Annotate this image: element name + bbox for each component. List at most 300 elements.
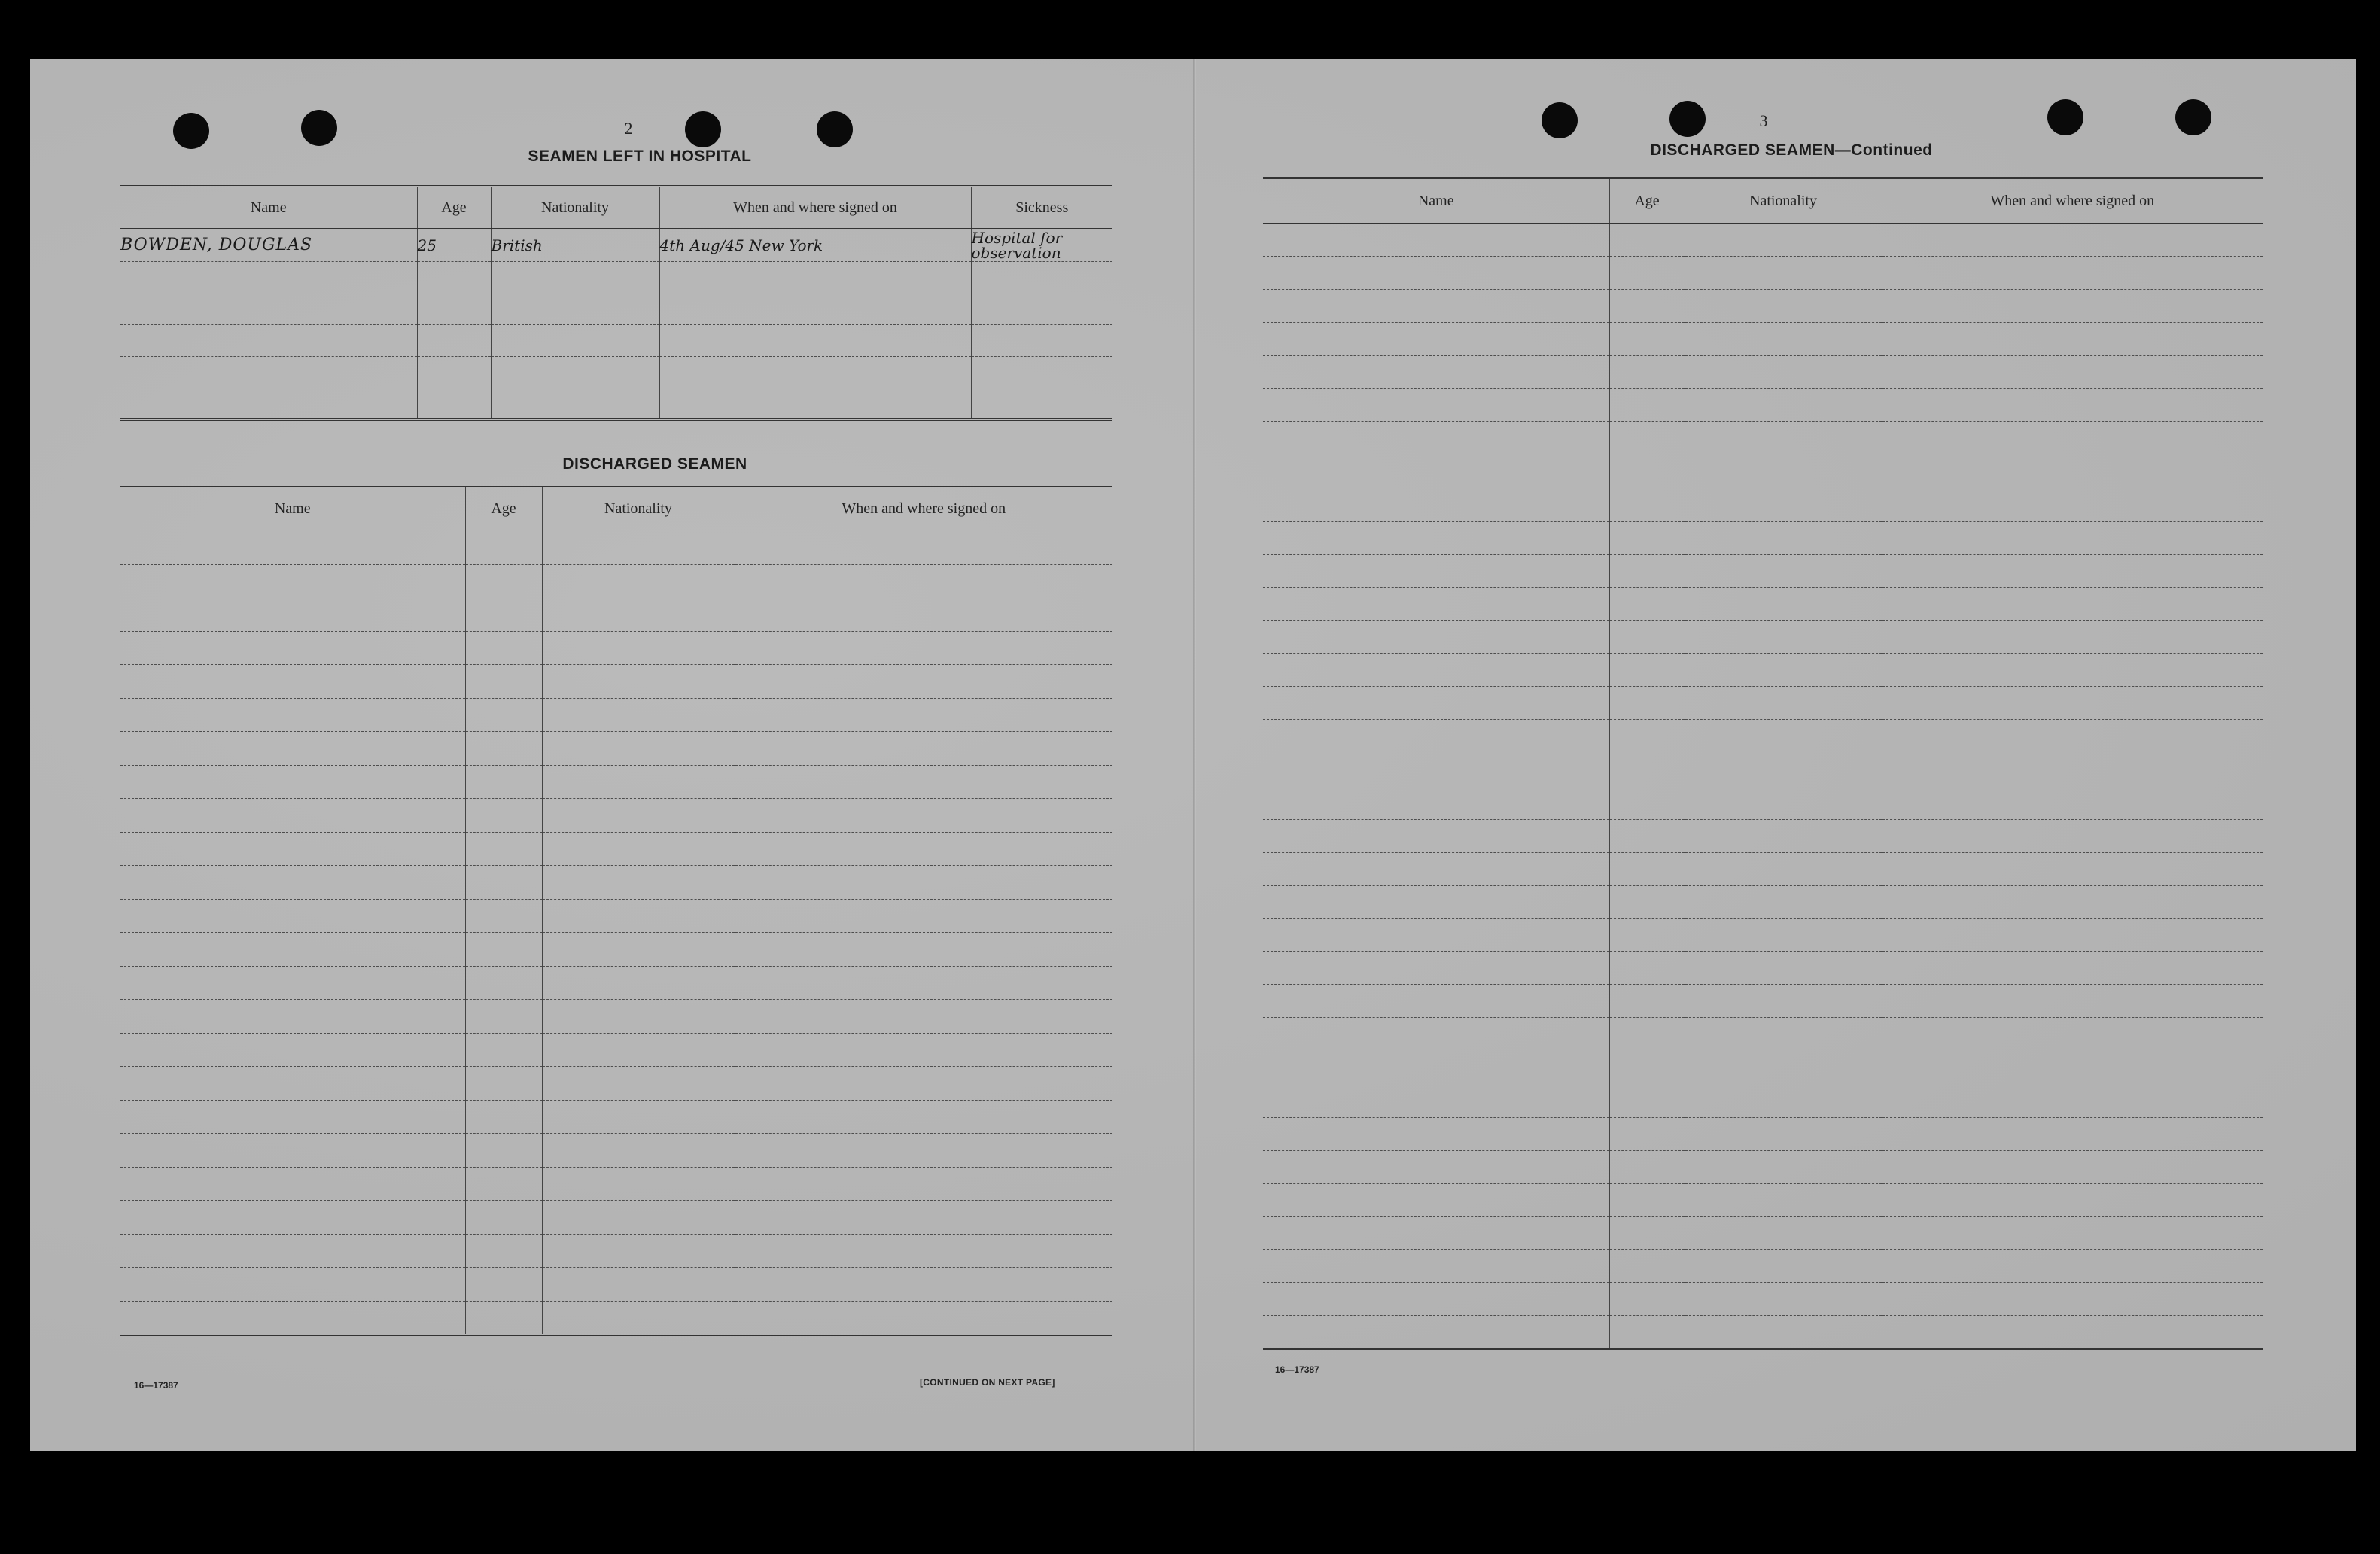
table-cell bbox=[735, 1100, 1112, 1134]
table-cell bbox=[120, 1033, 465, 1067]
signed-on-cell bbox=[659, 262, 971, 293]
table-cell bbox=[1685, 1217, 1882, 1250]
table-cell bbox=[542, 1201, 735, 1235]
table-cell bbox=[1609, 356, 1685, 389]
table-cell bbox=[1609, 488, 1685, 522]
table-cell bbox=[542, 1301, 735, 1335]
table-cell bbox=[120, 1201, 465, 1235]
table-cell bbox=[1882, 455, 2263, 488]
table-cell bbox=[1263, 1250, 1609, 1283]
table-cell bbox=[735, 966, 1112, 1000]
table-cell bbox=[542, 598, 735, 632]
table-cell bbox=[735, 732, 1112, 766]
table-cell bbox=[1263, 853, 1609, 886]
table-cell bbox=[1263, 1051, 1609, 1084]
table-row bbox=[120, 1234, 1112, 1268]
table-cell bbox=[542, 933, 735, 967]
table-cell bbox=[1609, 1316, 1685, 1349]
table-row bbox=[1263, 753, 2263, 786]
age-cell bbox=[417, 325, 491, 357]
table-cell bbox=[120, 1134, 465, 1168]
sickness-cell bbox=[971, 325, 1112, 357]
table-cell bbox=[1882, 1051, 2263, 1084]
table-cell bbox=[1609, 1283, 1685, 1316]
table-row bbox=[120, 1067, 1112, 1101]
table-cell bbox=[1882, 522, 2263, 555]
table-cell bbox=[1685, 1084, 1882, 1118]
table-cell bbox=[1882, 919, 2263, 952]
table-row bbox=[120, 564, 1112, 598]
table-cell bbox=[1882, 1316, 2263, 1349]
table-row bbox=[120, 531, 1112, 565]
table-cell bbox=[1609, 555, 1685, 588]
table-cell bbox=[1263, 1217, 1609, 1250]
table-cell bbox=[120, 631, 465, 665]
nationality-cell bbox=[491, 293, 659, 325]
table-row bbox=[120, 388, 1112, 420]
table-cell bbox=[1882, 1283, 2263, 1316]
table-row bbox=[120, 1000, 1112, 1034]
hospital-table bbox=[120, 185, 1112, 421]
table-cell bbox=[542, 1100, 735, 1134]
table-cell bbox=[1263, 654, 1609, 687]
table-cell bbox=[1685, 1250, 1882, 1283]
age-cell bbox=[417, 388, 491, 420]
table-row bbox=[1263, 720, 2263, 753]
table-cell bbox=[1685, 422, 1882, 455]
table-cell bbox=[1685, 522, 1882, 555]
table-cell bbox=[1685, 323, 1882, 356]
table-cell bbox=[1609, 422, 1685, 455]
table-cell bbox=[1882, 555, 2263, 588]
table-cell bbox=[465, 1067, 542, 1101]
table-row bbox=[120, 799, 1112, 833]
table-cell bbox=[1263, 1118, 1609, 1151]
col-header-signed-on: When and where signed on bbox=[1882, 178, 2263, 224]
col-header-nationality: Nationality bbox=[491, 187, 659, 229]
table-cell bbox=[465, 631, 542, 665]
table-cell bbox=[1685, 290, 1882, 323]
table-cell bbox=[735, 832, 1112, 866]
discharged-continued-title: DISCHARGED SEAMEN—Continued bbox=[1650, 141, 1933, 159]
table-cell bbox=[1263, 555, 1609, 588]
table-row bbox=[120, 765, 1112, 799]
table-row bbox=[120, 665, 1112, 699]
punch-hole bbox=[2047, 99, 2083, 135]
table-row bbox=[1263, 555, 2263, 588]
table-cell bbox=[1882, 1184, 2263, 1217]
table-cell bbox=[735, 1033, 1112, 1067]
col-header-nationality: Nationality bbox=[542, 486, 735, 531]
table-cell bbox=[542, 698, 735, 732]
table-cell bbox=[1609, 786, 1685, 820]
table-cell bbox=[1685, 1316, 1882, 1349]
table-row bbox=[120, 1134, 1112, 1168]
signed-on-cell bbox=[659, 325, 971, 357]
table-cell bbox=[465, 665, 542, 699]
table-cell bbox=[542, 1134, 735, 1168]
table-cell bbox=[1685, 588, 1882, 621]
table-row bbox=[1263, 257, 2263, 290]
page-fold bbox=[1193, 59, 1196, 1451]
table-cell bbox=[1609, 1217, 1685, 1250]
table-cell bbox=[120, 1100, 465, 1134]
table-cell bbox=[1685, 1118, 1882, 1151]
table-cell bbox=[1685, 224, 1882, 257]
table-cell bbox=[1609, 1250, 1685, 1283]
table-cell bbox=[1263, 422, 1609, 455]
table-row bbox=[120, 866, 1112, 900]
table-cell bbox=[1609, 853, 1685, 886]
table-row bbox=[1263, 1250, 2263, 1283]
sickness-cell bbox=[971, 357, 1112, 388]
table-cell bbox=[1263, 1316, 1609, 1349]
table-cell bbox=[1882, 654, 2263, 687]
signed-on-cell bbox=[659, 357, 971, 388]
table-cell bbox=[1263, 522, 1609, 555]
table-cell bbox=[1609, 654, 1685, 687]
table-cell bbox=[542, 1067, 735, 1101]
table-cell bbox=[1685, 853, 1882, 886]
table-cell bbox=[1263, 753, 1609, 786]
table-cell bbox=[1685, 1051, 1882, 1084]
table-cell bbox=[735, 1301, 1112, 1335]
table-cell bbox=[1685, 654, 1882, 687]
table-cell bbox=[1263, 687, 1609, 720]
table-cell bbox=[465, 564, 542, 598]
table-cell bbox=[465, 1201, 542, 1235]
table-cell bbox=[120, 832, 465, 866]
age-cell bbox=[417, 262, 491, 293]
punch-hole bbox=[817, 111, 853, 147]
table-cell bbox=[1609, 455, 1685, 488]
table-row bbox=[1263, 522, 2263, 555]
signed-on-cell bbox=[659, 388, 971, 420]
table-cell bbox=[735, 1000, 1112, 1034]
table-cell bbox=[735, 665, 1112, 699]
table-row bbox=[1263, 290, 2263, 323]
table-cell bbox=[1263, 323, 1609, 356]
table-cell bbox=[1685, 985, 1882, 1018]
table-cell bbox=[1685, 952, 1882, 985]
table-cell bbox=[465, 832, 542, 866]
table-cell bbox=[1609, 1184, 1685, 1217]
table-cell bbox=[735, 799, 1112, 833]
nationality-cell bbox=[491, 262, 659, 293]
col-header-name: Name bbox=[1263, 178, 1609, 224]
table-cell bbox=[1882, 853, 2263, 886]
table-cell bbox=[465, 732, 542, 766]
col-header-age: Age bbox=[465, 486, 542, 531]
table-cell bbox=[1685, 1151, 1882, 1184]
table-cell bbox=[1882, 224, 2263, 257]
name-cell bbox=[120, 293, 417, 325]
table-cell bbox=[1685, 687, 1882, 720]
table-row bbox=[1263, 1084, 2263, 1118]
table-cell bbox=[1263, 786, 1609, 820]
table-cell bbox=[1609, 886, 1685, 919]
age-cell bbox=[417, 357, 491, 388]
table-cell bbox=[465, 1100, 542, 1134]
name-cell bbox=[120, 388, 417, 420]
nationality-cell bbox=[491, 325, 659, 357]
table-cell bbox=[1882, 886, 2263, 919]
table-cell bbox=[1685, 1018, 1882, 1051]
table-cell bbox=[542, 899, 735, 933]
table-cell bbox=[735, 866, 1112, 900]
table-cell bbox=[1685, 820, 1882, 853]
table-cell bbox=[1609, 1018, 1685, 1051]
table-cell bbox=[542, 665, 735, 699]
table-cell bbox=[120, 564, 465, 598]
table-cell bbox=[120, 531, 465, 565]
table-cell bbox=[1882, 389, 2263, 422]
table-cell bbox=[120, 799, 465, 833]
table-cell bbox=[465, 598, 542, 632]
table-row bbox=[1263, 985, 2263, 1018]
form-number: 16—17387 bbox=[134, 1380, 178, 1391]
table-cell bbox=[1609, 1051, 1685, 1084]
table-row bbox=[120, 1100, 1112, 1134]
table-cell bbox=[542, 1000, 735, 1034]
table-cell bbox=[1263, 224, 1609, 257]
table-cell bbox=[120, 1000, 465, 1034]
table-cell bbox=[120, 765, 465, 799]
table-cell bbox=[1609, 1118, 1685, 1151]
table-row bbox=[1263, 455, 2263, 488]
table-cell bbox=[1263, 1084, 1609, 1118]
table-cell bbox=[1685, 621, 1882, 654]
table-row bbox=[120, 933, 1112, 967]
table-row bbox=[120, 832, 1112, 866]
table-cell bbox=[465, 933, 542, 967]
table-cell bbox=[1609, 389, 1685, 422]
table-cell bbox=[465, 966, 542, 1000]
table-cell bbox=[120, 665, 465, 699]
table-cell bbox=[120, 1234, 465, 1268]
table-row bbox=[1263, 224, 2263, 257]
table-row bbox=[1263, 1316, 2263, 1349]
col-header-age: Age bbox=[1609, 178, 1685, 224]
table-cell bbox=[1263, 257, 1609, 290]
table-cell bbox=[542, 1167, 735, 1201]
sickness-cell bbox=[971, 293, 1112, 325]
form-number: 16—17387 bbox=[1275, 1364, 1319, 1375]
table-row bbox=[1263, 389, 2263, 422]
table-row bbox=[120, 325, 1112, 357]
table-cell bbox=[120, 1067, 465, 1101]
table-cell bbox=[1263, 1283, 1609, 1316]
table-cell bbox=[542, 631, 735, 665]
table-cell bbox=[1882, 687, 2263, 720]
table-cell bbox=[1609, 952, 1685, 985]
hospital-section-title: SEAMEN LEFT IN HOSPITAL bbox=[528, 147, 752, 165]
table-cell bbox=[1882, 621, 2263, 654]
table-row bbox=[120, 357, 1112, 388]
table-cell bbox=[465, 698, 542, 732]
table-cell bbox=[1609, 919, 1685, 952]
table-cell bbox=[1685, 786, 1882, 820]
punch-hole bbox=[301, 110, 337, 146]
table-cell bbox=[120, 933, 465, 967]
table-row bbox=[120, 899, 1112, 933]
table-cell bbox=[735, 598, 1112, 632]
table-cell bbox=[120, 1167, 465, 1201]
table-cell bbox=[1263, 290, 1609, 323]
table-row bbox=[120, 1033, 1112, 1067]
table-cell bbox=[1685, 257, 1882, 290]
table-row bbox=[120, 1201, 1112, 1235]
table-cell bbox=[1263, 588, 1609, 621]
table-cell bbox=[735, 1067, 1112, 1101]
table-cell bbox=[542, 799, 735, 833]
table-cell bbox=[120, 899, 465, 933]
table-row bbox=[120, 698, 1112, 732]
table-cell bbox=[542, 966, 735, 1000]
discharged-table-left bbox=[120, 485, 1112, 1336]
name-cell bbox=[120, 325, 417, 357]
table-cell bbox=[1609, 588, 1685, 621]
table-cell bbox=[1609, 720, 1685, 753]
table-cell bbox=[1882, 1018, 2263, 1051]
table-cell bbox=[465, 1134, 542, 1168]
table-cell bbox=[1263, 985, 1609, 1018]
table-cell bbox=[1263, 455, 1609, 488]
table-row bbox=[120, 631, 1112, 665]
table-cell bbox=[120, 698, 465, 732]
discharged-left-body bbox=[120, 531, 1112, 1335]
table-cell bbox=[1685, 555, 1882, 588]
table-cell bbox=[120, 598, 465, 632]
punch-hole bbox=[685, 111, 721, 147]
col-header-signed-on: When and where signed on bbox=[659, 187, 971, 229]
table-cell bbox=[1685, 1283, 1882, 1316]
table-cell bbox=[542, 1234, 735, 1268]
seaman-sickness: Hospital for observation bbox=[971, 229, 1112, 262]
seaman-name: BOWDEN, DOUGLAS bbox=[120, 229, 417, 262]
seaman-age: 25 bbox=[417, 229, 491, 262]
table-cell bbox=[1685, 919, 1882, 952]
table-row bbox=[1263, 323, 2263, 356]
signed-on-cell bbox=[659, 293, 971, 325]
table-cell bbox=[1609, 985, 1685, 1018]
col-header-name: Name bbox=[120, 187, 417, 229]
table-row bbox=[1263, 488, 2263, 522]
seaman-signed-on: 4th Aug/45 New York bbox=[659, 229, 971, 262]
table-row bbox=[1263, 853, 2263, 886]
table-cell bbox=[735, 1134, 1112, 1168]
table-cell bbox=[542, 1268, 735, 1302]
table-cell bbox=[1685, 753, 1882, 786]
table-cell bbox=[465, 1033, 542, 1067]
discharged-right-body bbox=[1263, 224, 2263, 1349]
table-row bbox=[1263, 952, 2263, 985]
table-cell bbox=[465, 531, 542, 565]
table-cell bbox=[1685, 455, 1882, 488]
page-number: 2 bbox=[624, 119, 633, 138]
table-row bbox=[1263, 886, 2263, 919]
table-cell bbox=[1882, 985, 2263, 1018]
table-cell bbox=[1263, 389, 1609, 422]
table-row bbox=[1263, 1118, 2263, 1151]
table-cell bbox=[465, 1301, 542, 1335]
table-cell bbox=[735, 1268, 1112, 1302]
document-sheet bbox=[30, 59, 2356, 1451]
table-cell bbox=[465, 1234, 542, 1268]
col-header-age: Age bbox=[417, 187, 491, 229]
table-cell bbox=[1882, 1151, 2263, 1184]
age-cell bbox=[417, 293, 491, 325]
table-cell bbox=[735, 1201, 1112, 1235]
discharged-section-title: DISCHARGED SEAMEN bbox=[562, 455, 747, 473]
table-row bbox=[1263, 820, 2263, 853]
table-row bbox=[120, 229, 1112, 262]
table-cell bbox=[120, 732, 465, 766]
table-cell bbox=[465, 1167, 542, 1201]
table-cell bbox=[735, 531, 1112, 565]
table-row bbox=[1263, 1051, 2263, 1084]
table-cell bbox=[1882, 1250, 2263, 1283]
table-row bbox=[120, 293, 1112, 325]
table-cell bbox=[1882, 290, 2263, 323]
table-cell bbox=[465, 899, 542, 933]
table-row bbox=[1263, 621, 2263, 654]
table-cell bbox=[735, 631, 1112, 665]
table-cell bbox=[465, 1000, 542, 1034]
table-cell bbox=[1882, 1084, 2263, 1118]
page-number: 3 bbox=[1759, 111, 1768, 130]
table-row bbox=[1263, 1184, 2263, 1217]
table-cell bbox=[465, 866, 542, 900]
table-cell bbox=[1685, 886, 1882, 919]
table-cell bbox=[1685, 1184, 1882, 1217]
table-cell bbox=[542, 732, 735, 766]
table-cell bbox=[542, 765, 735, 799]
table-cell bbox=[1609, 753, 1685, 786]
table-cell bbox=[542, 1033, 735, 1067]
table-cell bbox=[1263, 1184, 1609, 1217]
table-cell bbox=[1263, 1151, 1609, 1184]
table-cell bbox=[1685, 488, 1882, 522]
table-row bbox=[120, 262, 1112, 293]
col-header-nationality: Nationality bbox=[1685, 178, 1882, 224]
table-row bbox=[120, 1167, 1112, 1201]
table-row bbox=[1263, 1018, 2263, 1051]
table-cell bbox=[1609, 687, 1685, 720]
name-cell bbox=[120, 357, 417, 388]
col-header-sickness: Sickness bbox=[971, 187, 1112, 229]
table-row bbox=[1263, 1283, 2263, 1316]
sickness-cell bbox=[971, 262, 1112, 293]
table-cell bbox=[1685, 720, 1882, 753]
seaman-nationality: British bbox=[491, 229, 659, 262]
table-cell bbox=[1263, 621, 1609, 654]
continued-note: [CONTINUED ON NEXT PAGE] bbox=[920, 1377, 1055, 1388]
table-cell bbox=[735, 698, 1112, 732]
nationality-cell bbox=[491, 357, 659, 388]
table-row bbox=[120, 966, 1112, 1000]
col-header-name: Name bbox=[120, 486, 465, 531]
table-cell bbox=[542, 531, 735, 565]
table-row bbox=[120, 598, 1112, 632]
table-cell bbox=[1263, 919, 1609, 952]
punch-hole bbox=[2175, 99, 2211, 135]
table-row bbox=[1263, 356, 2263, 389]
table-cell bbox=[1609, 257, 1685, 290]
table-cell bbox=[735, 1167, 1112, 1201]
table-cell bbox=[120, 866, 465, 900]
punch-hole bbox=[173, 113, 209, 149]
